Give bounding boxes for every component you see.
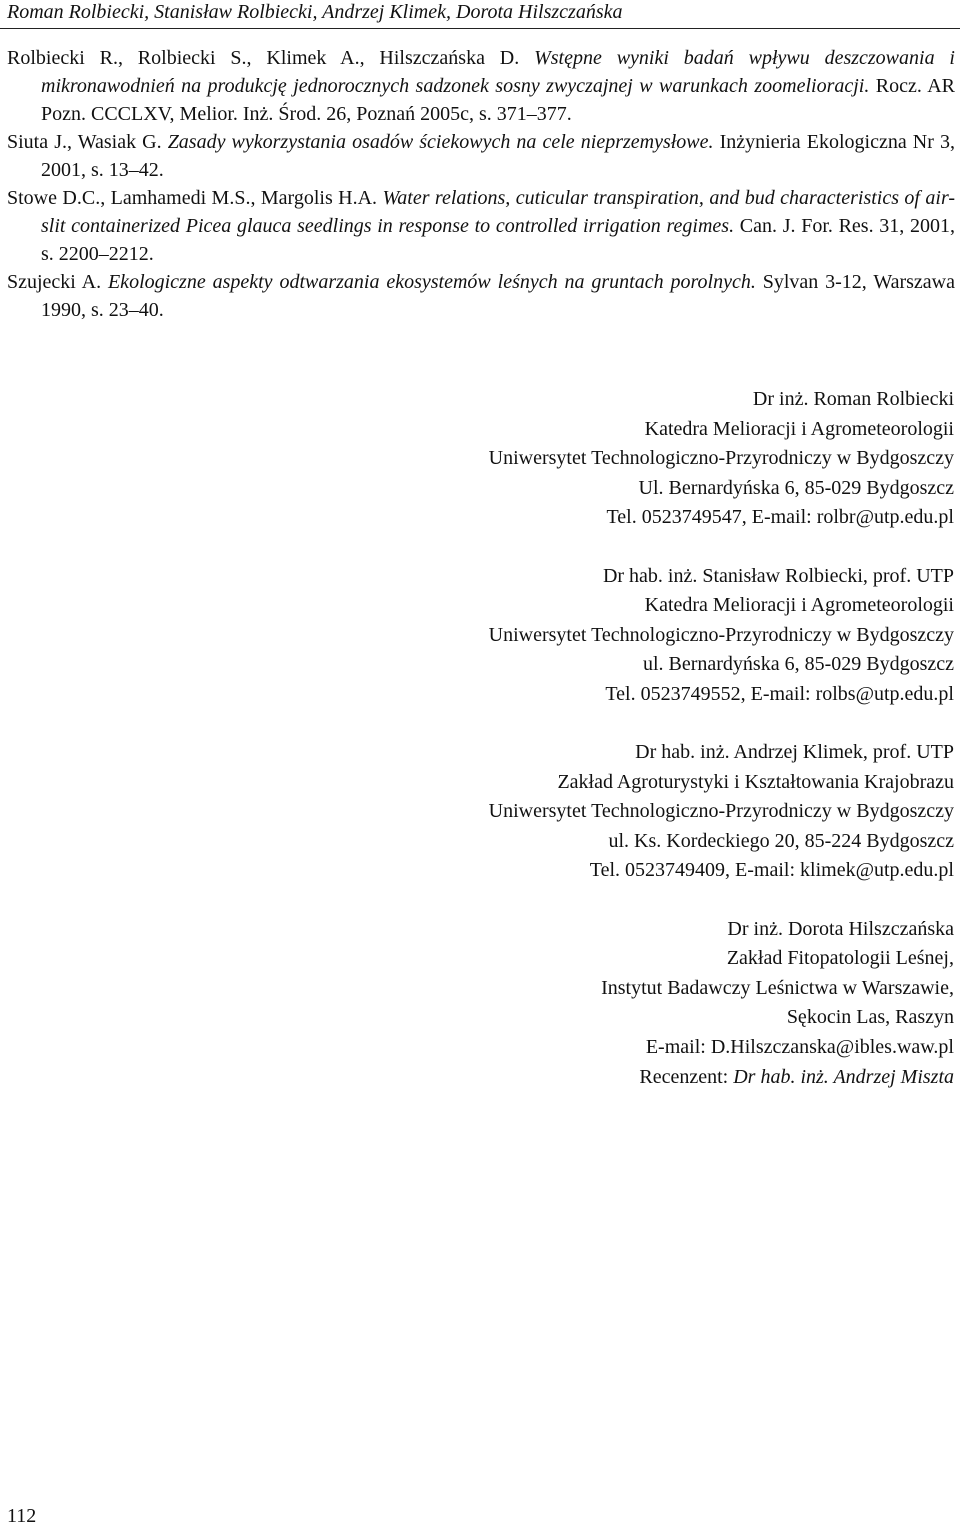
reference-source: Sylvan 3-12, Warszawa 1990, s. 23–40. — [41, 271, 955, 321]
affiliation-block — [254, 738, 954, 886]
reference-source: Rocz. AR Pozn. CCCLXV, Melior. Inż. Środ. 26, Poznań 2005c, s. 371–377. — [41, 75, 955, 125]
reference-entry — [7, 184, 955, 268]
author-affiliations — [254, 385, 954, 1091]
reference-authors: Rolbiecki R., Rolbiecki S., Klimek A., Hilszczańska D. — [7, 47, 535, 69]
institution: Uniwersytet Technologiczno-Przyrodniczy w Bydgoszczy — [488, 623, 954, 646]
reference-source: Can. J. For. Res. 31, 2001, s. 2200–2212. — [41, 215, 955, 265]
reference-authors: Stowe D.C., Lamhamedi M.S., Margolis H.A. — [7, 187, 383, 209]
reference-title: Wstępne wyniki badań wpływu deszczowania i mikronawodnień na produkcję jednorocznych sadzonek sosny zwyczajnej w warunkach zoomelioracji. — [41, 47, 955, 97]
running-header: Roman Rolbiecki, Stanisław Rolbiecki, Andrzej Klimek, Dorota Hilszczańska — [7, 1, 623, 23]
institution: Uniwersytet Technologiczno-Przyrodniczy w Bydgoszczy — [488, 800, 954, 822]
affiliation-block — [254, 915, 954, 1063]
reference-title: Zasady wykorzystania osadów ściekowych na cele nieprzemysłowe. — [167, 131, 714, 153]
reference-title: Water relations, cuticular transpiration, and bud characteristics of air-slit containerized Picea glauca seedlings in response to controlled irrigation regimes. — [41, 187, 956, 237]
address: ul. Bernardyńska 6, 85-029 Bydgoszcz — [642, 653, 954, 675]
author-name: Dr inż. Roman Rolbiecki — [752, 388, 954, 410]
references-list — [7, 44, 955, 324]
department: Zakład Fitopatologii Leśnej, — [726, 947, 954, 969]
contact: Tel. 0523749409, E-mail: klimek@utp.edu.pl — [589, 859, 954, 881]
affiliation-block — [254, 562, 954, 710]
department: Zakład Agroturystyki i Kształtowania Krajobrazu — [557, 770, 954, 793]
reference-authors: Siuta J., Wasiak G. — [7, 131, 168, 153]
author-name: Dr inż. Dorota Hilszczańska — [727, 917, 954, 940]
institution: Uniwersytet Technologiczno-Przyrodniczy w Bydgoszczy — [488, 447, 954, 469]
header-divider — [0, 28, 960, 29]
institution: Instytut Badawczy Leśnictwa w Warszawie, — [601, 976, 954, 999]
address: Ul. Bernardyńska 6, 85-029 Bydgoszcz — [638, 476, 954, 499]
address: ul. Ks. Kordeckiego 20, 85-224 Bydgoszcz — [608, 829, 954, 852]
contact: Tel. 0523749547, E-mail: rolbr@utp.edu.pl — [606, 506, 954, 528]
department: Katedra Melioracji i Agrometeorologii — [644, 417, 954, 440]
reference-entry — [7, 44, 955, 128]
author-name: Dr hab. inż. Stanisław Rolbiecki, prof. UTP — [602, 564, 954, 587]
reference-authors: Szujecki A. — [7, 271, 108, 293]
reviewer-line — [639, 1063, 954, 1092]
reviewer-label: Recenzent: — [639, 1066, 734, 1088]
contact: E-mail: D.Hilszczanska@ibles.waw.pl — [645, 1035, 954, 1058]
reviewer-name: Dr hab. inż. Andrzej Miszta — [733, 1066, 954, 1088]
contact: Tel. 0523749552, E-mail: rolbs@utp.edu.pl — [605, 682, 954, 705]
address: Sękocin Las, Raszyn — [786, 1006, 954, 1028]
reference-title: Ekologiczne aspekty odtwarzania ekosystemów leśnych na gruntach porolnych. — [107, 271, 756, 293]
author-name: Dr hab. inż. Andrzej Klimek, prof. UTP — [635, 741, 954, 763]
reference-entry — [7, 268, 955, 324]
reference-source: Inżynieria Ekologiczna Nr 3, 2001, s. 13–42. — [41, 131, 955, 181]
page-number: 112 — [7, 1505, 37, 1527]
reference-entry — [7, 128, 955, 184]
affiliation-block — [254, 385, 954, 533]
department: Katedra Melioracji i Agrometeorologii — [644, 594, 954, 616]
